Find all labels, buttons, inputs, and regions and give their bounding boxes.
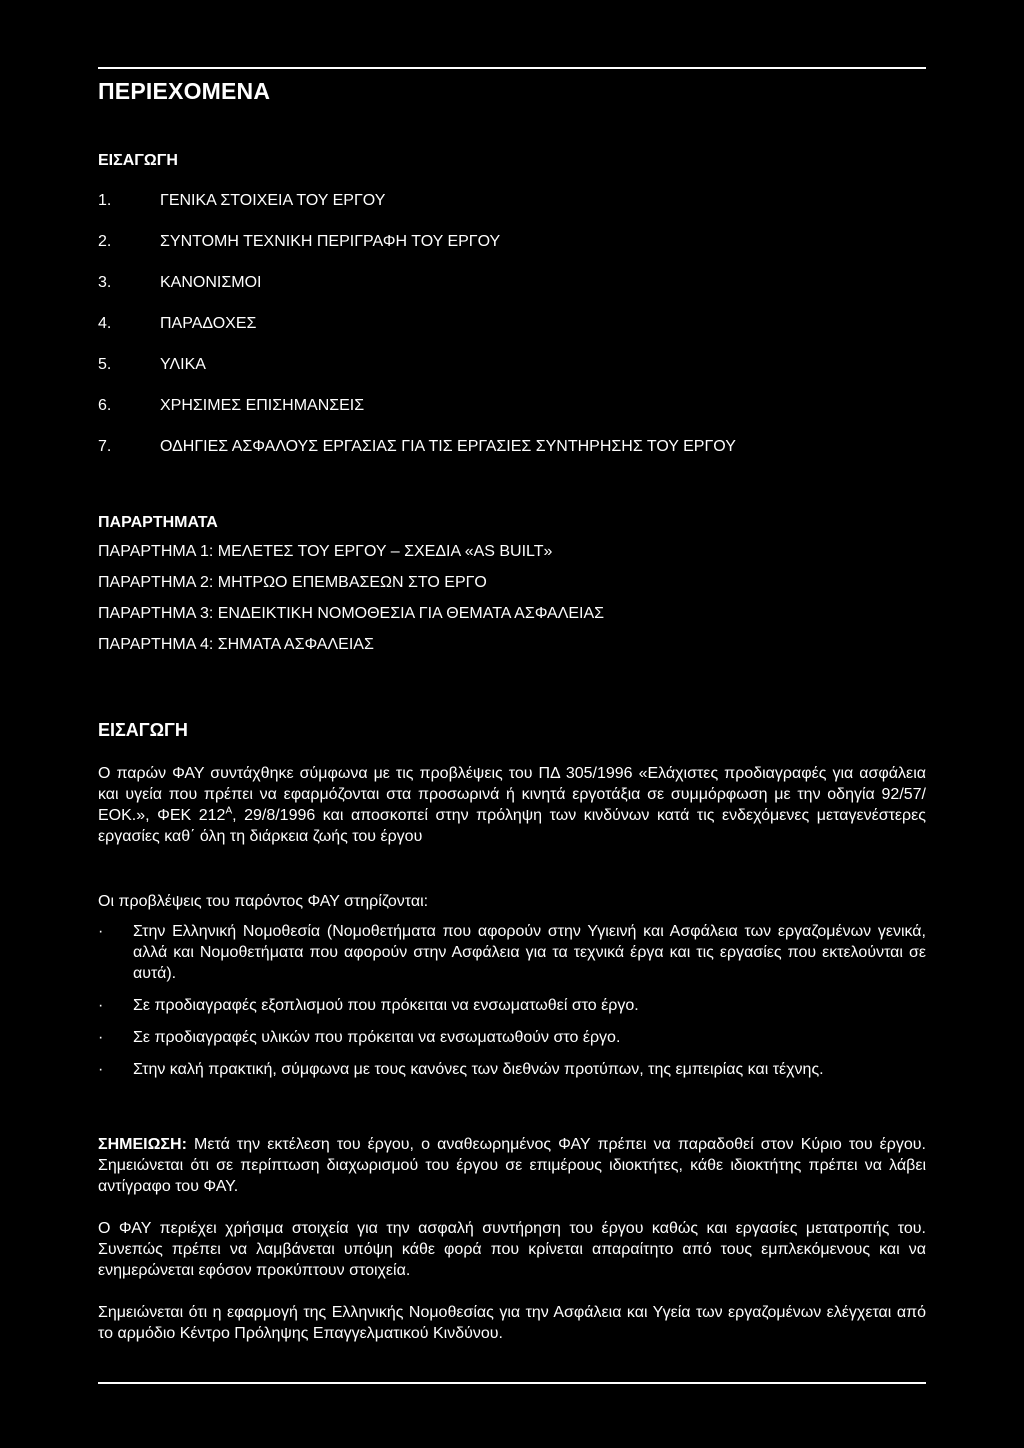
provision-item <box>98 921 926 984</box>
appendix-item: ΠΑΡΑΡΤΗΜΑ 2: ΜΗΤΡΩΟ ΕΠΕΜΒΑΣΕΩΝ ΣΤΟ ΕΡΓΟ <box>98 574 487 591</box>
top-rule <box>98 67 926 69</box>
toc-item <box>98 191 736 232</box>
note-text: Μετά την εκτέλεση του έργου, ο αναθεωρημένος ΦΑΥ πρέπει να παραδοθεί στον Κύριο του έργου. Σημειώνεται ότι σε περίπτωση διαχωρισμού του έργου σε επιμέρους ιδιοκτήτες, κάθε ιδιοκτήτης πρέπει να λάβει αντίγραφο του ΦΑΥ. <box>98 1136 926 1195</box>
appendix-item: ΠΑΡΑΡΤΗΜΑ 1: ΜΕΛΕΤΕΣ ΤΟΥ ΕΡΓΟΥ – ΣΧΕΔΙΑ «AS BUILT» <box>98 543 553 560</box>
note-label: ΣΗΜΕΙΩΣΗ: <box>98 1136 187 1153</box>
paragraph-1-superscript: Α <box>225 805 233 817</box>
paragraph-1-text-b: , 29/8/1996 και αποσκοπεί στην πρόληψη των κινδύνων κατά τις ενδεχόμενες μεταγενέστερες εργασίες καθ΄ όλη τη διάρκεια ζωής του έργου <box>98 807 926 845</box>
bullet-dot-icon: · <box>98 1029 104 1046</box>
introduction-paragraph-1 <box>98 763 926 847</box>
bottom-rule <box>98 1382 926 1384</box>
toc-item-label: ΓΕΝΙΚΑ ΣΤΟΙΧΕΙΑ ΤΟΥ ΕΡΓΟΥ <box>160 192 386 209</box>
toc-item-label: ΧΡΗΣΙΜΕΣ ΕΠΙΣΗΜΑΝΣΕΙΣ <box>160 397 365 414</box>
page-title: ΠΕΡΙΕΧΟΜΕΝΑ <box>98 78 271 104</box>
provisions-list <box>98 921 926 1091</box>
toc-item-label: ΣΥΝΤΟΜΗ ΤΕΧΝΙΚΗ ΠΕΡΙΓΡΑΦΗ ΤΟΥ ΕΡΓΟΥ <box>160 233 501 250</box>
toc-item-label: ΟΔΗΓΙΕΣ ΑΣΦΑΛΟΥΣ ΕΡΓΑΣΙΑΣ ΓΙΑ ΤΙΣ ΕΡΓΑΣΙΕΣ ΣΥΝΤΗΡΗΣΗΣ ΤΟΥ ΕΡΓΟΥ <box>160 438 736 455</box>
toc-item-number: 2. <box>98 233 112 250</box>
introduction-heading: ΕΙΣΑΓΩΓΗ <box>98 720 188 740</box>
toc-item-number: 6. <box>98 397 112 414</box>
note-paragraph <box>98 1134 926 1197</box>
toc-item <box>98 232 736 273</box>
toc-item <box>98 355 736 396</box>
provision-item <box>98 1059 926 1080</box>
toc-item-number: 3. <box>98 274 112 291</box>
paragraph-1-text-a: Ο παρών ΦΑΥ συντάχθηκε σύμφωνα με τις προβλέψεις του ΠΔ 305/1996 «Ελάχιστες προδιαγραφές για ασφάλεια και υγεία που πρέπει να εφαρμόζονται στα προσωρινά ή κινητά εργοτάξια σε συμμόρφωση με την οδηγία 92/57/ΕΟΚ.», ΦΕΚ 212 <box>98 765 926 824</box>
toc-list <box>98 191 736 478</box>
toc-heading: ΕΙΣΑΓΩΓΗ <box>98 152 178 169</box>
toc-item-number: 5. <box>98 356 112 373</box>
bullet-dot-icon: · <box>98 923 104 940</box>
appendix-item: ΠΑΡΑΡΤΗΜΑ 3: ΕΝΔΕΙΚΤΙΚΗ ΝΟΜΟΘΕΣΙΑ ΓΙΑ ΘΕΜΑΤΑ ΑΣΦΑΛΕΙΑΣ <box>98 605 605 622</box>
appendix-item: ΠΑΡΑΡΤΗΜΑ 4: ΣΗΜΑΤΑ ΑΣΦΑΛΕΙΑΣ <box>98 636 374 653</box>
provision-text: Στην καλή πρακτική, σύμφωνα με τους κανόνες των διεθνών προτύπων, της εμπειρίας και τέχνης. <box>133 1061 824 1078</box>
toc-item <box>98 437 736 478</box>
toc-item <box>98 396 736 437</box>
provision-text: Σε προδιαγραφές εξοπλισμού που πρόκειται να ενσωματωθεί στο έργο. <box>133 997 639 1014</box>
toc-item <box>98 273 736 314</box>
toc-item-number: 1. <box>98 192 112 209</box>
introduction-paragraph-2: Οι προβλέψεις του παρόντος ΦΑΥ στηρίζονται: <box>98 893 429 910</box>
provision-item <box>98 1027 926 1048</box>
provision-text: Σε προδιαγραφές υλικών που πρόκειται να ενσωματωθούν στο έργο. <box>133 1029 621 1046</box>
toc-item-number: 4. <box>98 315 112 332</box>
toc-item-label: ΚΑΝΟΝΙΣΜΟΙ <box>160 274 262 291</box>
introduction-paragraph-5: Σημειώνεται ότι η εφαρμογή της Ελληνικής Νομοθεσίας για την Ασφάλεια και Υγεία των εργαζομένων ελέγχεται από το αρμόδιο Κέντρο Πρόληψης Επαγγελματικού Κινδύνου. <box>98 1304 926 1342</box>
appendices-list <box>98 542 604 666</box>
toc-item-number: 7. <box>98 438 112 455</box>
toc-item-label: ΠΑΡΑΔΟΧΕΣ <box>160 315 257 332</box>
appendices-heading: ΠΑΡΑΡΤΗΜΑΤΑ <box>98 514 218 531</box>
bullet-dot-icon: · <box>98 1061 104 1078</box>
toc-item <box>98 314 736 355</box>
introduction-paragraph-4: Ο ΦΑΥ περιέχει χρήσιμα στοιχεία για την ασφαλή συντήρηση του έργου καθώς και εργασίες μετατροπής του. Συνεπώς πρέπει να λαμβάνεται υπόψη κάθε φορά που κρίνεται απαραίτητο από τους εμπλεκόμενους και να ενημερώνεται εφόσον προκύπτουν στοιχεία. <box>98 1220 926 1279</box>
provision-item <box>98 995 926 1016</box>
bullet-dot-icon: · <box>98 997 104 1014</box>
provision-text: Στην Ελληνική Νομοθεσία (Νομοθετήματα που αφορούν στην Υγιεινή και Ασφάλεια των εργαζομένων γενικά, αλλά και Νομοθετήματα που αφορούν στην Ασφάλεια για τα τεχνικά έργα και τις εργασίες που εκτελούνται σε αυτά). <box>133 923 926 982</box>
toc-item-label: ΥΛΙΚΑ <box>160 356 206 373</box>
